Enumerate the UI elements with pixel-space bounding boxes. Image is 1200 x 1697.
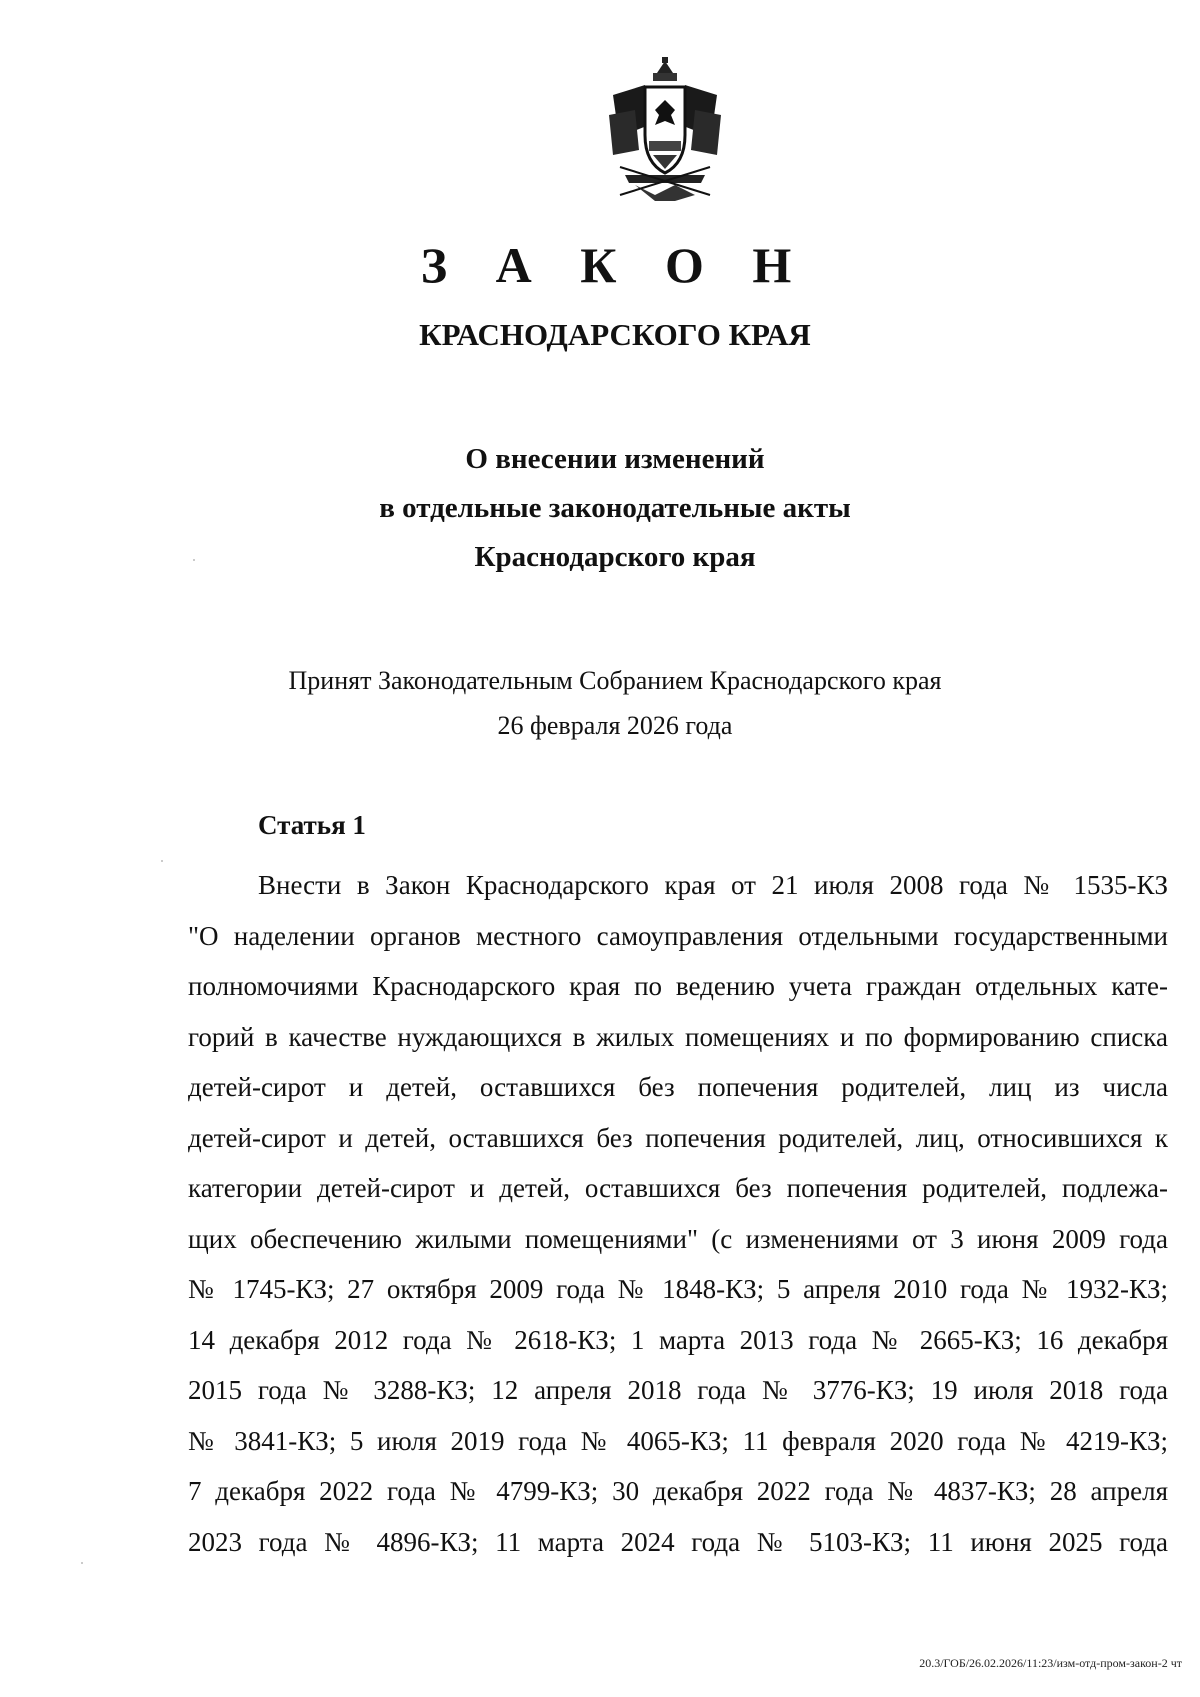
scan-speck xyxy=(193,559,195,561)
body-line: детей-сирот и детей, оставшихся без попечения родителей, лиц из числа xyxy=(188,1072,1168,1102)
law-subject xyxy=(0,435,1200,582)
document-code-footer: 20.3/ГОБ/26.02.2026/11:23/изм-отд-пром-закон-2 чт xyxy=(919,1656,1182,1670)
scan-speck xyxy=(161,860,163,862)
body-line: 14 декабря 2012 года № 2618-КЗ; 1 марта 2013 года № 2665-КЗ; 16 декабря xyxy=(188,1324,1168,1355)
coat-of-arms-emblem xyxy=(605,55,725,205)
body-line: № 1745-КЗ; 27 октября 2009 года № 1848-КЗ; 5 апреля 2010 года № 1932-КЗ; xyxy=(188,1274,1168,1304)
body-line: 2015 года № 3288-КЗ; 12 апреля 2018 года № 3776-КЗ; 19 июля 2018 года xyxy=(188,1375,1168,1405)
body-line: горий в качестве нуждающихся в жилых помещениях и по формированию списка xyxy=(188,1021,1168,1052)
adoption-body: Принят Законодательным Собранием Краснодарского края xyxy=(288,666,942,695)
subject-line: в отдельные законодательные акты xyxy=(379,492,851,524)
article-body xyxy=(188,860,1168,1567)
body-line: № 3841-КЗ; 5 июля 2019 года № 4065-КЗ; 11 февраля 2020 года № 4219-КЗ; xyxy=(188,1425,1168,1456)
adoption-note xyxy=(0,658,1200,748)
body-line: детей-сирот и детей, оставшихся без попечения родителей, лиц, относившихся к xyxy=(188,1122,1168,1153)
region-title: КРАСНОДАРСКОГО КРАЯ xyxy=(419,317,811,352)
law-title: З А К О Н xyxy=(420,237,810,293)
body-line: полномочиями Краснодарского края по ведению учета граждан отдельных кате- xyxy=(188,971,1168,1001)
subject-line: Краснодарского края xyxy=(474,541,756,573)
body-line: Внести в Закон Краснодарского края от 21 июля 2008 года № 1535-КЗ xyxy=(258,870,1168,900)
article-heading: Статья 1 xyxy=(258,810,366,840)
body-line: 7 декабря 2022 года № 4799-КЗ; 30 декабря 2022 года № 4837-КЗ; 28 апреля xyxy=(188,1476,1168,1506)
body-line: 2023 года № 4896-КЗ; 11 марта 2024 года № 5103-КЗ; 11 июня 2025 года xyxy=(188,1526,1168,1557)
body-line: категории детей-сирот и детей, оставшихся без попечения родителей, подлежа- xyxy=(188,1173,1168,1203)
subject-line: О внесении изменений xyxy=(465,443,765,475)
body-line: "О наделении органов местного самоуправления отдельными государственными xyxy=(188,920,1168,951)
body-line: щих обеспечению жилыми помещениями" (с изменениями от 3 июня 2009 года xyxy=(188,1223,1168,1254)
adoption-date: 26 февраля 2026 года xyxy=(497,711,733,740)
scan-speck xyxy=(81,1562,83,1564)
